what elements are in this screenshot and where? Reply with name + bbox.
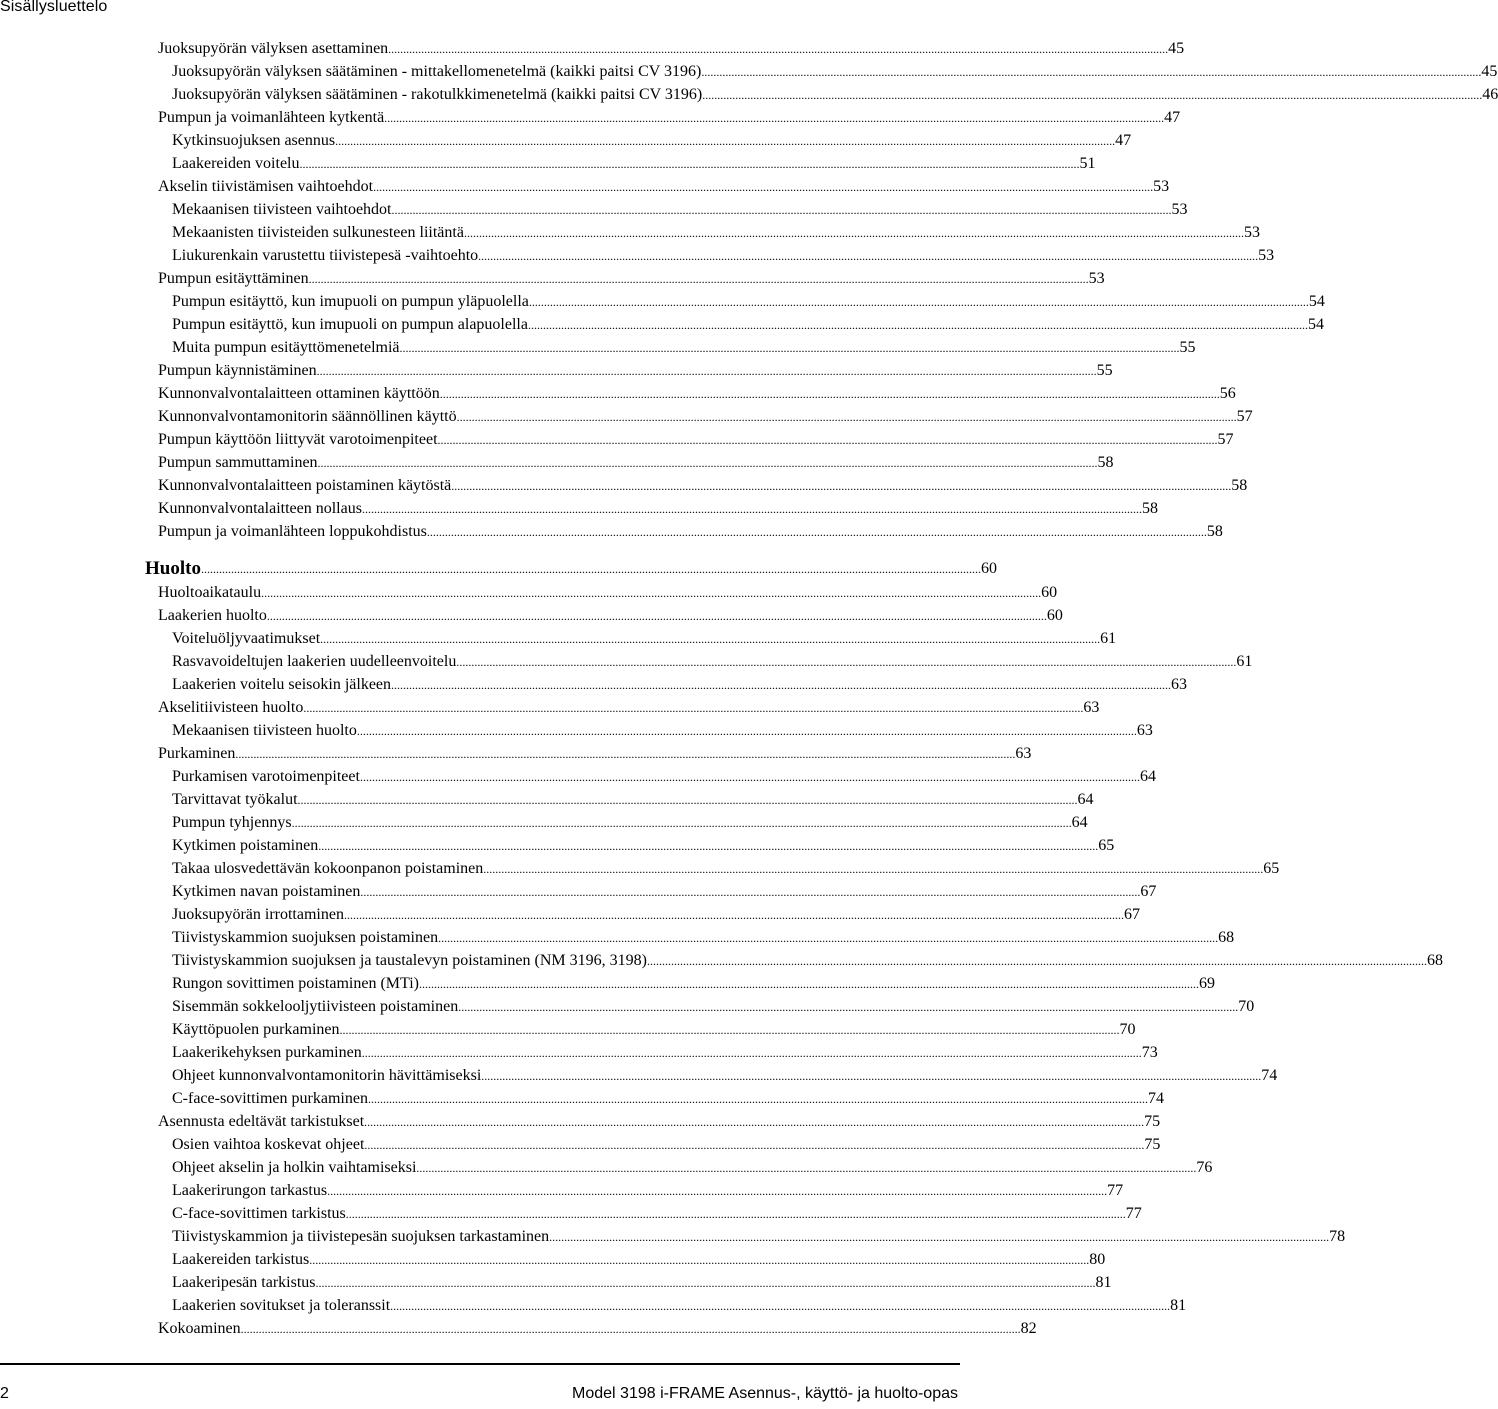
toc-entry-page: 63	[1083, 699, 1100, 716]
toc-entry-title: Tiivistyskammion ja tiivistepesän suojuksen tarkastaminen	[172, 1228, 550, 1245]
toc-leader-dots: ....................................................................................................................................................................................................................................................................	[527, 318, 1308, 332]
toc-entry-title: Rungon sovittimen poistaminen (MTi)	[172, 975, 419, 992]
toc-entry-title: Laakeripesän tarkistus	[172, 1274, 316, 1291]
toc-entry[interactable]	[172, 948, 1443, 971]
toc-entry-page: 55	[1179, 339, 1196, 356]
toc-entry-page: 55	[1096, 362, 1113, 379]
toc-entry-title: Ohjeet akselin ja holkin vaihtamiseksi	[172, 1159, 417, 1176]
toc-entry-page: 75	[1144, 1113, 1161, 1130]
toc-entry-page: 74	[1261, 1067, 1278, 1084]
toc-entry-page: 70	[1238, 998, 1255, 1015]
toc-entry-page: 67	[1140, 883, 1157, 900]
toc-entry-title: Pumpun ja voimanlähteen kytkentä	[158, 109, 385, 126]
toc-entry-title: Laakerikehyksen purkaminen	[172, 1044, 362, 1061]
toc-entry-title: Akselitiivisteen huolto	[158, 699, 304, 716]
toc-leader-dots: ....................................................................................................................................................................................................................................................................	[335, 134, 1116, 148]
toc-entry[interactable]	[158, 427, 1234, 450]
toc-entry-page: 82	[1020, 1320, 1037, 1337]
toc-leader-dots: ....................................................................................................................................................................................................................................................................	[646, 954, 1427, 968]
toc-entry[interactable]	[172, 971, 1215, 994]
toc-entry-title: Pumpun käynnistäminen	[158, 362, 317, 379]
toc-entry-title: C-face-sovittimen tarkistus	[172, 1205, 346, 1222]
toc-entry[interactable]	[158, 105, 1181, 128]
toc-leader-dots: ....................................................................................................................................................................................................................................................................	[426, 525, 1207, 539]
toc-entry-title: Rasvavoideltujen laakerien uudelleenvoitelu	[172, 653, 457, 670]
toc-entry-page: 81	[1170, 1297, 1187, 1314]
toc-leader-dots: ....................................................................................................................................................................................................................................................................	[343, 908, 1124, 922]
toc-entry-title: Pumpun ja voimanlähteen loppukohdistus	[158, 523, 427, 540]
toc-entry[interactable]	[158, 741, 1032, 764]
toc-entry-title: Purkaminen	[158, 745, 236, 762]
toc-leader-dots: ....................................................................................................................................................................................................................................................................	[297, 793, 1078, 807]
toc-leader-dots: ....................................................................................................................................................................................................................................................................	[361, 502, 1142, 516]
toc-entry-title: C-face-sovittimen purkaminen	[172, 1090, 368, 1107]
toc-leader-dots: ....................................................................................................................................................................................................................................................................	[416, 1161, 1197, 1175]
toc-entry-page: 47	[1164, 109, 1181, 126]
footer-document-title: Model 3198 i-FRAME Asennus-, käyttö- ja huolto-opas	[572, 1385, 958, 1402]
toc-leader-dots: ....................................................................................................................................................................................................................................................................	[327, 1184, 1108, 1198]
toc-entry-title: Osien vaihtoa koskevat ohjeet	[172, 1136, 365, 1153]
toc-entry[interactable]	[172, 902, 1140, 925]
toc-entry-page: 67	[1123, 906, 1140, 923]
toc-leader-dots: ....................................................................................................................................................................................................................................................................	[240, 1322, 1021, 1336]
toc-entry-page: 61	[1100, 630, 1117, 647]
toc-entry-title: Laakerien voitelu seisokin jälkeen	[172, 676, 392, 693]
toc-leader-dots: ....................................................................................................................................................................................................................................................................	[299, 157, 1080, 171]
toc-entry-title: Laakerirungon tarkastus	[172, 1182, 328, 1199]
toc-entry-page: 53	[1088, 270, 1105, 287]
toc-entry[interactable]	[158, 266, 1105, 289]
footer-page-number: 2	[0, 1385, 9, 1402]
toc-entry-page: 64	[1077, 791, 1094, 808]
toc-entry-title: Huoltoaikataulu	[158, 584, 262, 601]
toc-entry-page: 60	[1046, 607, 1063, 624]
toc-entry-page: 81	[1095, 1274, 1112, 1291]
toc-entry[interactable]	[172, 312, 1324, 335]
footer-divider	[0, 1363, 960, 1365]
toc-entry-page: 69	[1198, 975, 1215, 992]
toc-entry-title: Mekaanisen tiivisteen huolto	[172, 722, 357, 739]
toc-leader-dots: ....................................................................................................................................................................................................................................................................	[373, 180, 1154, 194]
toc-leader-dots: ....................................................................................................................................................................................................................................................................	[235, 747, 1016, 761]
toc-entry-title: Käyttöpuolen purkaminen	[172, 1021, 340, 1038]
toc-leader-dots: ....................................................................................................................................................................................................................................................................	[261, 586, 1042, 600]
toc-entry[interactable]	[158, 603, 1063, 626]
toc-entry[interactable]	[172, 220, 1260, 243]
toc-entry-page: 60	[980, 560, 997, 577]
toc-leader-dots: ....................................................................................................................................................................................................................................................................	[320, 632, 1101, 646]
toc-leader-dots: ....................................................................................................................................................................................................................................................................	[364, 1138, 1145, 1152]
toc-entry-title: Kunnonvalvontamonitorin säännöllinen käyttö	[158, 408, 457, 425]
toc-leader-dots: ....................................................................................................................................................................................................................................................................	[549, 1230, 1330, 1244]
toc-entry-page: 57	[1217, 431, 1234, 448]
toc-leader-dots: ....................................................................................................................................................................................................................................................................	[391, 678, 1172, 692]
toc-entry-page: 58	[1097, 454, 1114, 471]
toc-leader-dots: ....................................................................................................................................................................................................................................................................	[456, 410, 1237, 424]
toc-leader-dots: ....................................................................................................................................................................................................................................................................	[391, 203, 1172, 217]
toc-entry-page: 45	[1168, 40, 1185, 57]
toc-entry-page: 70	[1119, 1021, 1136, 1038]
toc-entry-page: 57	[1236, 408, 1253, 425]
toc-entry-title: Mekaanisten tiivisteiden sulkunesteen liitäntä	[172, 224, 464, 241]
toc-entry-page: 47	[1115, 132, 1132, 149]
toc-entry[interactable]	[158, 473, 1248, 496]
toc-entry-page: 63	[1136, 722, 1153, 739]
toc-leader-dots: ....................................................................................................................................................................................................................................................................	[458, 1000, 1239, 1014]
toc-leader-dots: ....................................................................................................................................................................................................................................................................	[200, 562, 981, 576]
toc-entry-title: Pumpun esitäyttö, kun imupuoli on pumpun alapuolella	[172, 316, 528, 333]
toc-entry-title: Laakerien sovitukset ja toleranssit	[172, 1297, 391, 1314]
toc-entry-title: Kytkimen navan poistaminen	[172, 883, 361, 900]
toc-entry-page: 53	[1258, 247, 1275, 264]
toc-entry[interactable]	[145, 556, 997, 579]
toc-leader-dots: ....................................................................................................................................................................................................................................................................	[360, 885, 1141, 899]
toc-entry[interactable]	[172, 1132, 1161, 1155]
toc-entry-page: 58	[1141, 500, 1158, 517]
toc-entry[interactable]	[172, 672, 1188, 695]
toc-entry-title: Juoksupyörän välyksen säätäminen - rakotulkkimenetelmä (kaikki paitsi CV 3196)	[172, 86, 703, 103]
toc-entry-page: 76	[1196, 1159, 1213, 1176]
toc-entry-title: Kytkinsuojuksen asennus	[172, 132, 336, 149]
toc-entry[interactable]	[172, 197, 1188, 220]
toc-leader-dots: ....................................................................................................................................................................................................................................................................	[388, 42, 1169, 56]
toc-entry[interactable]	[172, 833, 1115, 856]
toc-entry-page: 80	[1089, 1251, 1106, 1268]
toc-entry[interactable]	[172, 764, 1156, 787]
toc-entry-title: Voiteluöljyvaatimukset	[172, 630, 321, 647]
toc-entry[interactable]	[172, 856, 1280, 879]
toc-entry[interactable]	[158, 1316, 1037, 1339]
toc-leader-dots: ....................................................................................................................................................................................................................................................................	[418, 977, 1199, 991]
toc-entry-page: 64	[1139, 768, 1156, 785]
toc-entry[interactable]	[172, 1178, 1124, 1201]
toc-entry-page: 77	[1125, 1205, 1142, 1222]
toc-leader-dots: ....................................................................................................................................................................................................................................................................	[528, 295, 1309, 309]
toc-entry-page: 45	[1481, 63, 1498, 80]
toc-entry[interactable]	[172, 810, 1088, 833]
toc-entry[interactable]	[158, 381, 1236, 404]
toc-leader-dots: ....................................................................................................................................................................................................................................................................	[437, 433, 1218, 447]
toc-entry[interactable]	[158, 695, 1100, 718]
toc-entry-page: 53	[1153, 178, 1170, 195]
toc-entry[interactable]	[158, 450, 1114, 473]
toc-entry-page: 78	[1329, 1228, 1346, 1245]
toc-entry-page: 64	[1071, 814, 1088, 831]
toc-leader-dots: ....................................................................................................................................................................................................................................................................	[456, 655, 1237, 669]
toc-entry[interactable]	[172, 1224, 1346, 1247]
toc-entry-title: Kokoaminen	[158, 1320, 241, 1337]
toc-entry-page: 56	[1219, 385, 1236, 402]
toc-entry[interactable]	[158, 580, 1058, 603]
toc-entry[interactable]	[172, 1063, 1278, 1086]
toc-leader-dots: ....................................................................................................................................................................................................................................................................	[318, 839, 1099, 853]
toc-entry-title: Tarvittavat työkalut	[172, 791, 298, 808]
toc-leader-dots: ....................................................................................................................................................................................................................................................................	[361, 1046, 1142, 1060]
toc-leader-dots: ....................................................................................................................................................................................................................................................................	[359, 770, 1140, 784]
toc-entry[interactable]	[172, 1040, 1158, 1063]
toc-entry-page: 63	[1171, 676, 1188, 693]
toc-leader-dots: ....................................................................................................................................................................................................................................................................	[390, 1299, 1171, 1313]
toc-entry-title: Laakerien huolto	[158, 607, 267, 624]
toc-entry-title: Asennusta edeltävät tarkistukset	[158, 1113, 365, 1130]
toc-entry[interactable]	[172, 879, 1157, 902]
toc-leader-dots: ....................................................................................................................................................................................................................................................................	[438, 931, 1219, 945]
toc-leader-dots: ....................................................................................................................................................................................................................................................................	[399, 341, 1180, 355]
toc-entry[interactable]	[172, 718, 1153, 741]
toc-entry-title: Juoksupyörän välyksen säätäminen - mittakellomenetelmä (kaikki paitsi CV 3196)	[172, 63, 702, 80]
toc-leader-dots: ....................................................................................................................................................................................................................................................................	[266, 609, 1047, 623]
toc-leader-dots: ....................................................................................................................................................................................................................................................................	[367, 1092, 1148, 1106]
toc-entry-title: Juoksupyörän välyksen asettaminen	[158, 40, 389, 57]
toc-leader-dots: ....................................................................................................................................................................................................................................................................	[316, 364, 1097, 378]
toc-entry-page: 53	[1243, 224, 1260, 241]
toc-entry-page: 65	[1263, 860, 1280, 877]
toc-entry-page: 65	[1098, 837, 1115, 854]
toc-entry-page: 63	[1015, 745, 1032, 762]
toc-entry[interactable]	[172, 1201, 1142, 1224]
toc-entry-page: 61	[1236, 653, 1253, 670]
toc-leader-dots: ....................................................................................................................................................................................................................................................................	[701, 65, 1482, 79]
toc-leader-dots: ....................................................................................................................................................................................................................................................................	[291, 816, 1072, 830]
toc-entry[interactable]	[158, 358, 1113, 381]
toc-entry[interactable]	[172, 1293, 1187, 1316]
toc-entry[interactable]	[158, 174, 1170, 197]
toc-entry[interactable]	[172, 151, 1096, 174]
toc-entry[interactable]	[172, 128, 1132, 151]
toc-entry-title: Huolto	[145, 558, 201, 579]
toc-leader-dots: ....................................................................................................................................................................................................................................................................	[309, 1253, 1090, 1267]
toc-entry-title: Liukurenkain varustettu tiivistepesä -vaihtoehto	[172, 247, 479, 264]
toc-entry[interactable]	[172, 335, 1196, 358]
toc-entry-title: Pumpun esitäyttäminen	[158, 270, 309, 287]
toc-entry-page: 58	[1231, 477, 1248, 494]
toc-entry[interactable]	[172, 925, 1235, 948]
toc-entry[interactable]	[172, 1247, 1106, 1270]
toc-entry-title: Akselin tiivistämisen vaihtoehdot	[158, 178, 374, 195]
toc-entry-title: Kunnonvalvontalaitteen poistaminen käytöstä	[158, 477, 452, 494]
toc-entry-title: Ohjeet kunnonvalvontamonitorin hävittämiseksi	[172, 1067, 482, 1084]
toc-entry[interactable]	[158, 404, 1253, 427]
toc-leader-dots: ....................................................................................................................................................................................................................................................................	[345, 1207, 1126, 1221]
toc-leader-dots: ....................................................................................................................................................................................................................................................................	[317, 456, 1098, 470]
toc-entry[interactable]	[172, 82, 1498, 105]
toc-entry-title: Takaa ulosvedettävän kokoonpanon poistaminen	[172, 860, 484, 877]
toc-entry[interactable]	[172, 1086, 1164, 1109]
toc-leader-dots: ....................................................................................................................................................................................................................................................................	[315, 1276, 1096, 1290]
toc-entry[interactable]	[172, 289, 1325, 312]
toc-entry-title: Purkamisen varotoimenpiteet	[172, 768, 360, 785]
toc-leader-dots: ....................................................................................................................................................................................................................................................................	[481, 1069, 1262, 1083]
toc-entry-title: Sisemmän sokkelooljytiivisteen poistaminen	[172, 998, 459, 1015]
toc-entry-page: 58	[1206, 523, 1223, 540]
toc-entry-title: Laakereiden tarkistus	[172, 1251, 310, 1268]
toc-leader-dots: ....................................................................................................................................................................................................................................................................	[483, 862, 1264, 876]
toc-entry-page: 53	[1171, 201, 1188, 218]
toc-entry[interactable]	[158, 36, 1185, 59]
toc-entry[interactable]	[172, 649, 1253, 672]
toc-entry-title: Tiivistyskammion suojuksen poistaminen	[172, 929, 439, 946]
toc-entry[interactable]	[172, 787, 1094, 810]
toc-entry-page: 54	[1308, 293, 1325, 310]
toc-entry-page: 51	[1079, 155, 1096, 172]
toc-entry-title: Muita pumpun esitäyttömenetelmiä	[172, 339, 400, 356]
toc-entry-page: 75	[1144, 1136, 1161, 1153]
toc-leader-dots: ....................................................................................................................................................................................................................................................................	[463, 226, 1244, 240]
toc-entry[interactable]	[172, 626, 1117, 649]
toc-entry-title: Kytkimen poistaminen	[172, 837, 319, 854]
toc-leader-dots: ....................................................................................................................................................................................................................................................................	[451, 479, 1232, 493]
toc-entry[interactable]	[158, 519, 1223, 542]
toc-leader-dots: ....................................................................................................................................................................................................................................................................	[439, 387, 1220, 401]
toc-entry-page: 46	[1482, 86, 1498, 103]
toc-entry-title: Juoksupyörän irrottaminen	[172, 906, 344, 923]
toc-leader-dots: ....................................................................................................................................................................................................................................................................	[308, 272, 1089, 286]
toc-entry[interactable]	[172, 1270, 1112, 1293]
toc-entry-page: 60	[1041, 584, 1058, 601]
toc-entry-title: Pumpun tyhjennys	[172, 814, 292, 831]
toc-entry-page: 68	[1426, 952, 1443, 969]
toc-entry-title: Tiivistyskammion suojuksen ja taustalevyn poistaminen (NM 3196, 3198)	[172, 952, 647, 969]
toc-entry-title: Kunnonvalvontalaitteen ottaminen käyttöön	[158, 385, 440, 402]
toc-leader-dots: ....................................................................................................................................................................................................................................................................	[364, 1115, 1145, 1129]
toc-entry-title: Kunnonvalvontalaitteen nollaus	[158, 500, 362, 517]
toc-leader-dots: ....................................................................................................................................................................................................................................................................	[384, 111, 1165, 125]
toc-entry-title: Pumpun esitäyttö, kun imupuoli on pumpun yläpuolella	[172, 293, 529, 310]
toc-entry-title: Laakereiden voitelu	[172, 155, 300, 172]
toc-entry-title: Pumpun sammuttaminen	[158, 454, 318, 471]
toc-entry[interactable]	[158, 496, 1158, 519]
toc-entry[interactable]	[158, 1109, 1161, 1132]
toc-entry-page: 73	[1141, 1044, 1158, 1061]
toc-leader-dots: ....................................................................................................................................................................................................................................................................	[478, 249, 1259, 263]
toc-leader-dots: ....................................................................................................................................................................................................................................................................	[702, 88, 1483, 102]
toc-entry[interactable]	[172, 1155, 1213, 1178]
toc-entry-title: Pumpun käyttöön liittyvät varotoimenpiteet	[158, 431, 438, 448]
toc-entry-title: Mekaanisen tiivisteen vaihtoehdot	[172, 201, 392, 218]
toc-leader-dots: ....................................................................................................................................................................................................................................................................	[303, 701, 1084, 715]
toc-entry-page: 77	[1107, 1182, 1124, 1199]
page-header-title: Sisällysluettelo	[0, 0, 108, 15]
toc-entry[interactable]	[172, 994, 1255, 1017]
toc-entry-page: 54	[1307, 316, 1324, 333]
toc-entry[interactable]	[172, 243, 1275, 266]
toc-leader-dots: ....................................................................................................................................................................................................................................................................	[356, 724, 1137, 738]
toc-entry-page: 74	[1147, 1090, 1164, 1107]
toc-entry[interactable]	[172, 1017, 1136, 1040]
toc-entry-page: 68	[1218, 929, 1235, 946]
toc-entry[interactable]	[172, 59, 1498, 82]
toc-leader-dots: ....................................................................................................................................................................................................................................................................	[339, 1023, 1120, 1037]
